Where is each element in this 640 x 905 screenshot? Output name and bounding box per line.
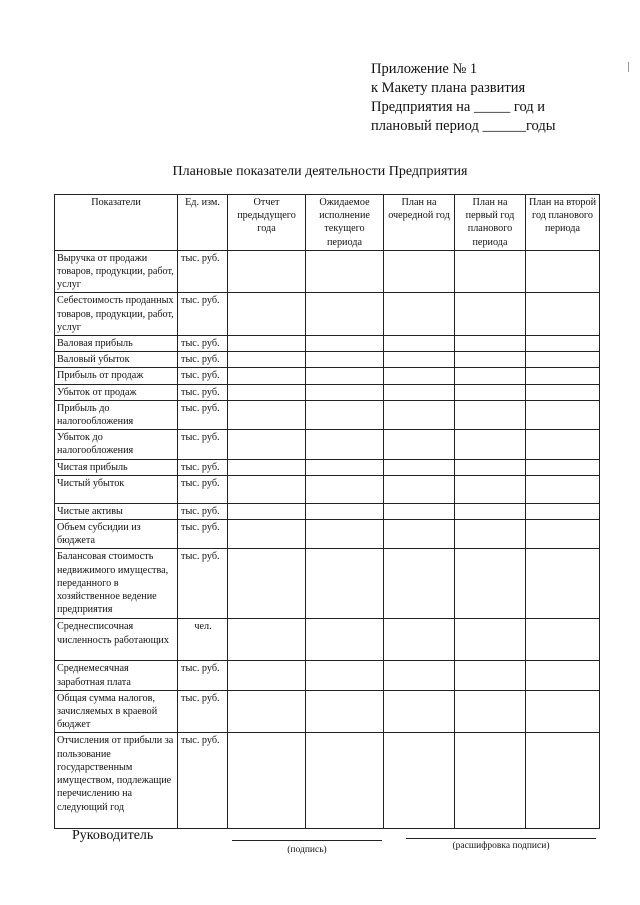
value-cell[interactable] [455,503,526,519]
row-unit: тыс. руб. [178,690,228,733]
row-unit: тыс. руб. [178,520,228,549]
value-cell[interactable] [306,250,384,293]
value-cell[interactable] [228,400,306,429]
value-cell[interactable] [228,549,306,619]
value-cell[interactable] [228,503,306,519]
table-row [55,336,600,352]
row-label: Валовая прибыль [55,336,178,352]
table-header-row [55,195,600,251]
value-cell[interactable] [228,520,306,549]
value-cell[interactable] [384,661,455,690]
row-unit: чел. [178,619,228,661]
document-title: Плановые показатели деятельности Предприятия [172,164,468,179]
table-row [55,733,600,829]
signature-line[interactable] [232,840,382,841]
value-cell[interactable] [228,336,306,352]
value-cell[interactable] [306,690,384,733]
table-row [55,250,600,293]
value-cell[interactable] [526,250,600,293]
value-cell[interactable] [228,430,306,459]
row-label: Убыток до налогообложения [55,430,178,459]
value-cell[interactable] [384,293,455,336]
value-cell[interactable] [526,619,600,661]
value-cell[interactable] [384,690,455,733]
value-cell[interactable] [455,459,526,475]
header-plan-first-year: План на первый год планового периода [455,195,526,251]
value-cell[interactable] [228,250,306,293]
table-row [55,503,600,519]
header-indicators: Показатели [55,195,178,251]
value-cell[interactable] [306,520,384,549]
row-unit: тыс. руб. [178,459,228,475]
value-cell[interactable] [526,459,600,475]
value-cell[interactable] [455,293,526,336]
value-cell[interactable] [526,690,600,733]
table-row [55,352,600,368]
value-cell[interactable] [306,400,384,429]
value-cell[interactable] [384,250,455,293]
value-cell[interactable] [384,520,455,549]
header-unit: Ед. изм. [178,195,228,251]
value-cell[interactable] [455,336,526,352]
value-cell[interactable] [306,503,384,519]
value-cell[interactable] [455,430,526,459]
value-cell[interactable] [306,384,384,400]
value-cell[interactable] [455,475,526,503]
value-cell[interactable] [384,459,455,475]
table-row [55,459,600,475]
table-row [55,384,600,400]
row-label: Общая сумма налогов, зачисляемых в краевой бюджет [55,690,178,733]
value-cell[interactable] [526,549,600,619]
value-cell[interactable] [455,690,526,733]
value-cell[interactable] [306,661,384,690]
value-cell[interactable] [306,368,384,384]
value-cell[interactable] [455,384,526,400]
row-unit: тыс. руб. [178,352,228,368]
value-cell[interactable] [228,293,306,336]
row-unit: тыс. руб. [178,661,228,690]
row-label: Среднемесячная заработная плата [55,661,178,690]
value-cell[interactable] [384,733,455,829]
row-label: Чистые активы [55,503,178,519]
value-cell[interactable] [526,661,600,690]
signature-label: Руководитель [72,828,154,843]
row-unit: тыс. руб. [178,384,228,400]
value-cell[interactable] [455,368,526,384]
value-cell[interactable] [228,352,306,368]
value-cell[interactable] [306,293,384,336]
appendix-line-3: Предприятия на _____ год и [371,99,546,115]
value-cell[interactable] [526,336,600,352]
value-cell[interactable] [526,293,600,336]
table-row [55,690,600,733]
table-row [55,430,600,459]
indicators-table [54,194,600,829]
table-row [55,619,600,661]
row-label: Чистый убыток [55,475,178,503]
value-cell[interactable] [384,352,455,368]
header-expected-current: Ожидаемое исполнение текущего периода [306,195,384,251]
signature-caption: (подпись) [287,845,327,855]
value-cell[interactable] [384,336,455,352]
row-label: Объем субсидии из бюджета [55,520,178,549]
appendix-header [371,60,631,136]
value-cell[interactable] [306,352,384,368]
row-unit: тыс. руб. [178,250,228,293]
value-cell[interactable] [228,690,306,733]
row-unit: тыс. руб. [178,430,228,459]
row-label: Отчисления от прибыли за пользование государственным имуществом, подлежащие перечислению на следующий год [55,733,178,829]
table-row [55,293,600,336]
row-label: Чистая прибыль [55,459,178,475]
value-cell[interactable] [228,661,306,690]
value-cell[interactable] [526,352,600,368]
value-cell[interactable] [526,475,600,503]
table-row [55,549,600,619]
row-label: Среднесписочная численность работающих [55,619,178,661]
row-unit: тыс. руб. [178,293,228,336]
value-cell[interactable] [228,384,306,400]
table-row [55,520,600,549]
signature-decoding-line[interactable] [406,838,596,839]
table-row [55,368,600,384]
table-row [55,475,600,503]
value-cell[interactable] [526,733,600,829]
value-cell[interactable] [384,368,455,384]
table-row [55,661,600,690]
value-cell[interactable] [455,733,526,829]
value-cell[interactable] [384,549,455,619]
value-cell[interactable] [455,619,526,661]
table-row [55,400,600,429]
value-cell[interactable] [228,733,306,829]
row-unit: тыс. руб. [178,475,228,503]
value-cell[interactable] [384,475,455,503]
row-label: Убыток от продаж [55,384,178,400]
row-label: Себестоимость проданных товаров, продукции, работ, услуг [55,293,178,336]
value-cell[interactable] [306,336,384,352]
appendix-line-4: плановый период ______годы [371,118,556,134]
value-cell[interactable] [306,430,384,459]
row-unit: тыс. руб. [178,549,228,619]
value-cell[interactable] [228,619,306,661]
value-cell[interactable] [526,368,600,384]
row-unit: тыс. руб. [178,400,228,429]
row-unit: тыс. руб. [178,336,228,352]
value-cell[interactable] [384,503,455,519]
row-label: Выручка от продажи товаров, продукции, работ, услуг [55,250,178,293]
header-plan-next-year: План на очередной год [384,195,455,251]
value-cell[interactable] [306,619,384,661]
row-label: Балансовая стоимость недвижимого имущества, переданного в хозяйственное ведение предприятия [55,549,178,619]
appendix-line-2: к Макету плана развития [371,80,526,96]
value-cell[interactable] [228,475,306,503]
value-cell[interactable] [455,549,526,619]
value-cell[interactable] [455,400,526,429]
value-cell[interactable] [384,619,455,661]
value-cell[interactable] [384,384,455,400]
value-cell[interactable] [526,430,600,459]
value-cell[interactable] [228,368,306,384]
row-label: Прибыль от продаж [55,368,178,384]
value-cell[interactable] [455,661,526,690]
value-cell[interactable] [306,459,384,475]
row-unit: тыс. руб. [178,368,228,384]
appendix-line-1: Приложение № 1 [371,61,478,77]
header-prev-year-report: Отчет предыдущего года [228,195,306,251]
value-cell[interactable] [526,520,600,549]
row-label: Валовый убыток [55,352,178,368]
value-cell[interactable] [455,520,526,549]
value-cell[interactable] [306,549,384,619]
value-cell[interactable] [384,400,455,429]
value-cell[interactable] [306,475,384,503]
value-cell[interactable] [306,733,384,829]
header-plan-second-year: План на второй год планового периода [526,195,600,251]
value-cell[interactable] [455,250,526,293]
value-cell[interactable] [384,430,455,459]
row-unit: тыс. руб. [178,503,228,519]
row-label: Прибыль до налогообложения [55,400,178,429]
value-cell[interactable] [228,459,306,475]
signature-decoding-caption: (расшифровка подписи) [452,841,550,851]
value-cell[interactable] [455,352,526,368]
value-cell[interactable] [526,503,600,519]
row-unit: тыс. руб. [178,733,228,829]
value-cell[interactable] [526,400,600,429]
value-cell[interactable] [526,384,600,400]
